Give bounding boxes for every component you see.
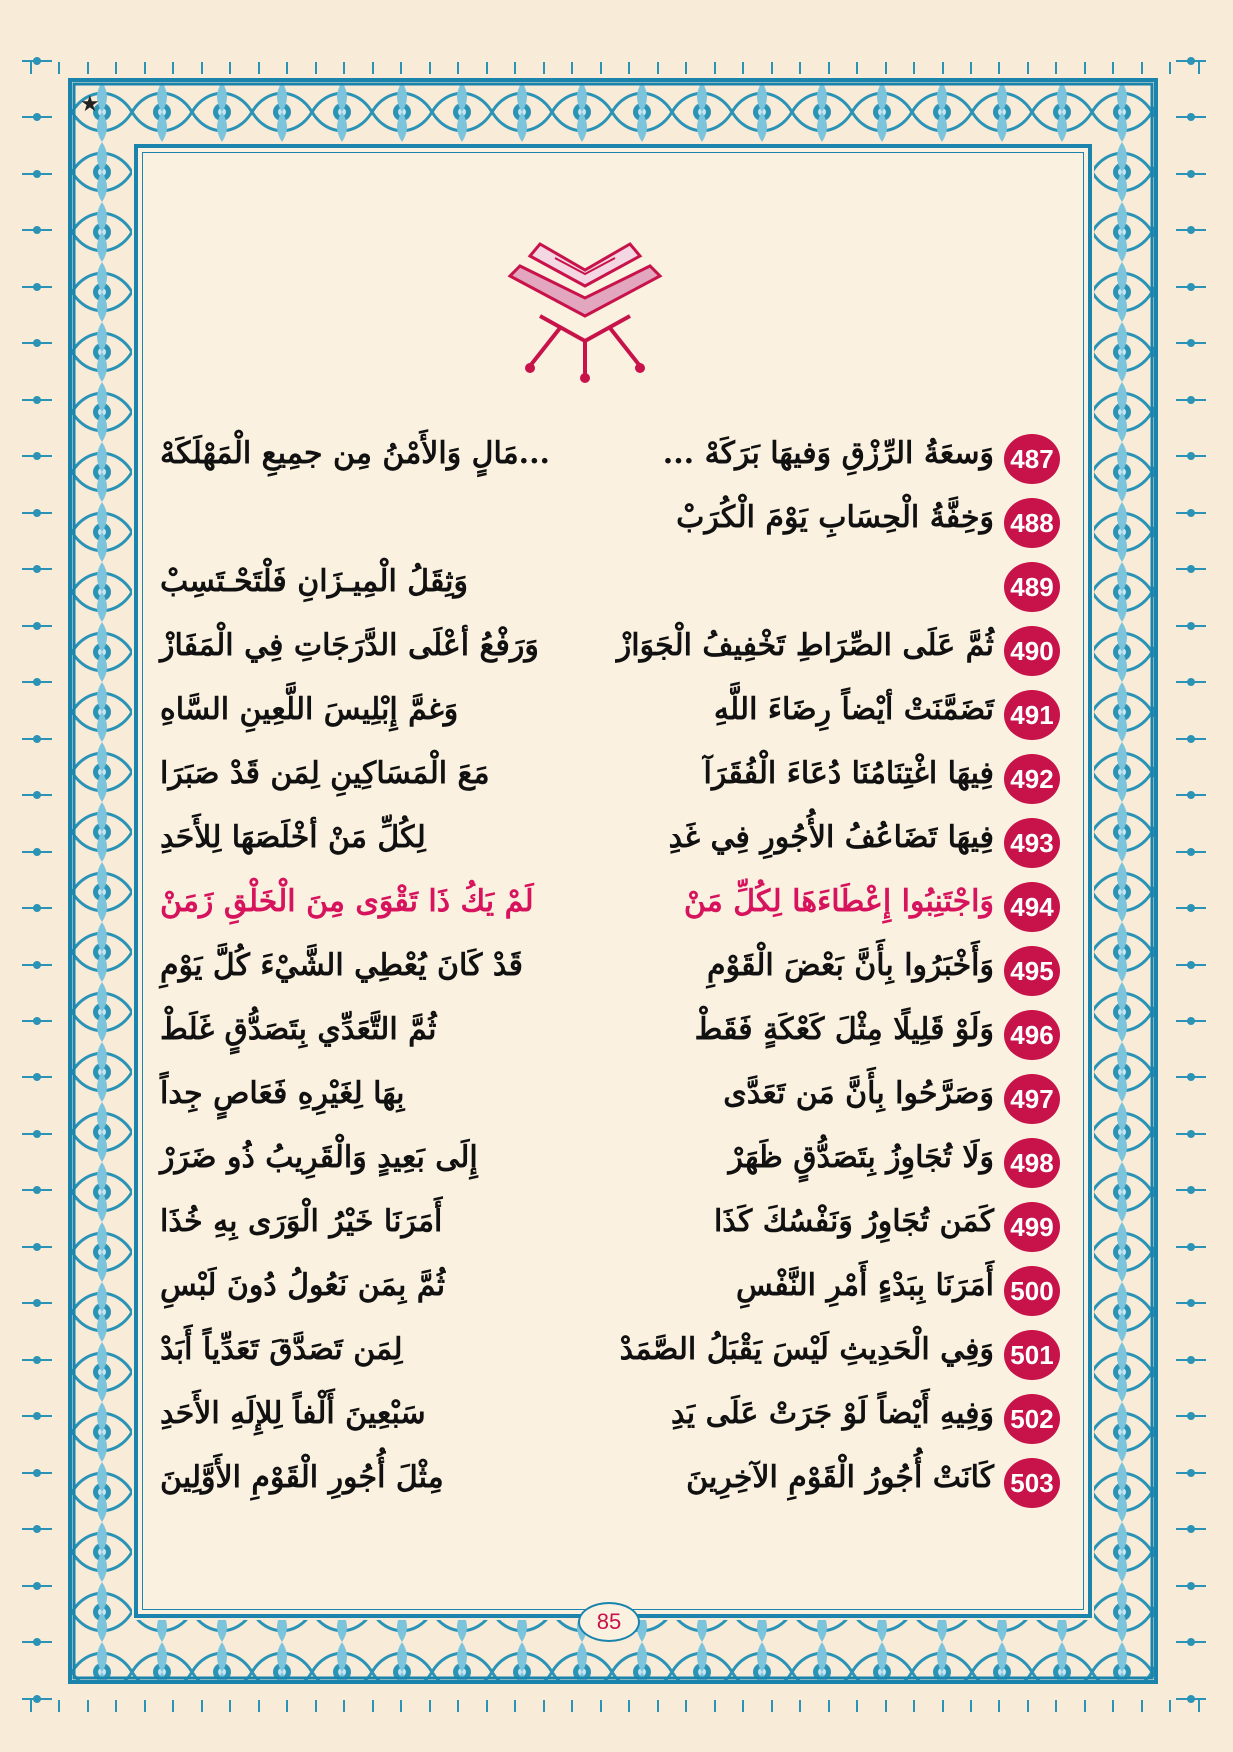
verse-row <box>160 690 1060 750</box>
verse-number-badge: 491 <box>1004 690 1060 740</box>
border-tick <box>372 62 374 74</box>
border-tick <box>1176 1698 1206 1700</box>
verse-first-hemistich: وَلَوْ قَلِيلًا مِثْلَ كَعْكَةٍ فَقَطْ <box>694 1012 994 1047</box>
border-tick <box>30 1700 32 1712</box>
border-tick <box>942 1700 944 1712</box>
border-tick <box>22 964 52 966</box>
border-tick <box>229 1700 231 1712</box>
border-tick <box>22 286 52 288</box>
border-tick <box>970 1700 972 1712</box>
verse-number-badge: 498 <box>1004 1138 1060 1188</box>
verse-first-hemistich: ثُمَّ عَلَى الصِّرَاطِ تَخْفِيفُ الْجَوَازْ <box>616 628 994 663</box>
verse-number-badge: 496 <box>1004 1010 1060 1060</box>
border-tick <box>201 62 203 74</box>
verse-first-hemistich: وَفِي الْحَدِيثِ لَيْسَ يَقْبَلُ الصَّمَدْ <box>619 1332 994 1367</box>
verse-second-hemistich: مَعَ الْمَسَاكِينِ لِمَن قَدْ صَبَرَا <box>160 756 490 791</box>
verse-first-hemistich: وَاجْتَنِبُوا إِعْطَاءَهَا لِكُلِّ مَنْ <box>683 884 994 919</box>
border-tick <box>22 794 52 796</box>
border-tick <box>856 1700 858 1712</box>
border-tick <box>543 1700 545 1712</box>
border-tick <box>22 1189 52 1191</box>
verse-row <box>160 754 1060 814</box>
verse-first-hemistich: وَسعَةُ الرِّزْقِ وَفيهَا بَرَكَهْ ... <box>662 436 994 471</box>
verse-second-hemistich: لِمَن تَصَدَّقَ تَعَدِّياً أَبَدْ <box>160 1332 403 1367</box>
border-tick <box>1176 116 1206 118</box>
border-tick <box>58 62 60 74</box>
border-tick <box>1176 1189 1206 1191</box>
border-tick <box>58 1700 60 1712</box>
verse-second-hemistich: وَرَفْعُ أعْلَى الدَّرَجَاتِ فِي الْمَفَازْ <box>160 628 539 663</box>
border-tick <box>571 1700 573 1712</box>
verse-second-hemistich: سَبْعِينَ أَلْفاً لِلإِلَهِ الأَحَدِ <box>160 1396 426 1431</box>
border-tick <box>172 62 174 74</box>
border-tick <box>828 62 830 74</box>
verse-row <box>160 1074 1060 1134</box>
border-tick <box>258 1700 260 1712</box>
verse-number-badge: 503 <box>1004 1458 1060 1508</box>
border-tick <box>22 1528 52 1530</box>
border-tick <box>1176 568 1206 570</box>
verse-second-hemistich: لَمْ يَكُ ذَا تَقْوَى مِنَ الْخَلْقِ زَمَنْ <box>160 884 534 919</box>
quran-stand-icon <box>500 236 670 386</box>
border-tick <box>714 1700 716 1712</box>
border-tick <box>22 60 52 62</box>
border-tick <box>885 1700 887 1712</box>
verse-second-hemistich: مِثْلَ أُجُورِ الْقَوْمِ الأَوَّلِينَ <box>160 1460 444 1495</box>
verse-row <box>160 946 1060 1006</box>
verse-first-hemistich: وَصَرَّحُوا بِأَنَّ مَن تَعَدَّى <box>723 1076 994 1111</box>
verse-number-badge: 487 <box>1004 434 1060 484</box>
border-tick <box>1176 286 1206 288</box>
verse-row <box>160 498 1060 558</box>
verse-first-hemistich: تَضَمَّنَتْ أيْضاً رِضَاءَ اللَّهِ <box>713 692 994 727</box>
verse-second-hemistich: قَدْ كَانَ يُعْطِي الشَّيْءَ كُلَّ يَوْمِ <box>160 948 523 983</box>
border-tick <box>1176 1472 1206 1474</box>
border-tick <box>1027 62 1029 74</box>
border-tick <box>22 399 52 401</box>
border-tick <box>1176 1020 1206 1022</box>
verse-second-hemistich: إِلَى بَعِيدٍ وَالْقَرِيبُ ذُو ضَرَرْ <box>160 1140 478 1175</box>
verse-number-badge: 502 <box>1004 1394 1060 1444</box>
border-tick <box>1027 1700 1029 1712</box>
border-tick <box>771 62 773 74</box>
border-tick <box>1169 62 1171 74</box>
border-tick <box>1176 964 1206 966</box>
border-tick <box>771 1700 773 1712</box>
border-tick <box>1112 1700 1114 1712</box>
verse-second-hemistich: وَثِقَلُ الْمِيـزَانِ فَلْتَحْـتَسِبْ <box>160 564 468 599</box>
verse-number-badge: 495 <box>1004 946 1060 996</box>
verse-second-hemistich: أَمَرَنَا خَيْرُ الْوَرَى بِهِ خُذَا <box>160 1204 443 1239</box>
border-tick <box>714 62 716 74</box>
verse-first-hemistich: وَلَا تُجَاوِزُ بِتَصَدُّقٍ ظَهَرْ <box>728 1140 994 1175</box>
border-tick <box>1176 1246 1206 1248</box>
verse-first-hemistich: وَفِيهِ أَيْضاً لَوْ جَرَتْ عَلَى يَدِ <box>671 1396 994 1431</box>
border-tick <box>201 1700 203 1712</box>
border-tick <box>685 1700 687 1712</box>
verse-second-hemistich: ثُمَّ بِمَن نَعُولُ دُونَ لَبْسِ <box>160 1268 446 1303</box>
verse-row <box>160 1202 1060 1262</box>
border-tick <box>22 1415 52 1417</box>
border-tick <box>22 173 52 175</box>
border-tick <box>372 1700 374 1712</box>
border-tick <box>22 625 52 627</box>
verse-row <box>160 882 1060 942</box>
verse-row <box>160 434 1060 494</box>
border-tick <box>286 62 288 74</box>
border-tick <box>457 1700 459 1712</box>
border-tick <box>970 62 972 74</box>
verse-first-hemistich: فِيهَا تَضَاعُفُ الأُجُورِ فِي غَدِ <box>668 820 994 855</box>
border-tick <box>514 1700 516 1712</box>
verse-first-hemistich: فِيهَا اغْتِنَامُنَا دُعَاءَ الْفُقَرَآ <box>703 756 994 791</box>
verse-row <box>160 818 1060 878</box>
border-tick <box>998 1700 1000 1712</box>
border-tick <box>1176 1076 1206 1078</box>
border-tick <box>1055 1700 1057 1712</box>
border-tick <box>1176 1302 1206 1304</box>
verse-row <box>160 1138 1060 1198</box>
border-tick <box>22 1698 52 1700</box>
border-tick <box>1141 1700 1143 1712</box>
border-tick <box>22 342 52 344</box>
border-tick <box>22 1472 52 1474</box>
border-tick <box>1112 62 1114 74</box>
border-tick <box>1176 1641 1206 1643</box>
border-tick <box>799 1700 801 1712</box>
border-tick <box>486 62 488 74</box>
border-tick <box>172 1700 174 1712</box>
border-tick <box>885 62 887 74</box>
border-tick <box>22 907 52 909</box>
border-tick <box>286 1700 288 1712</box>
border-tick <box>22 1246 52 1248</box>
border-tick <box>1169 1700 1171 1712</box>
border-tick <box>942 62 944 74</box>
border-tick <box>1176 1359 1206 1361</box>
border-tick <box>1084 62 1086 74</box>
border-tick <box>144 62 146 74</box>
verse-first-hemistich: وَخِفَّةُ الْحِسَابِ يَوْمَ الْكُرَبْ <box>676 500 994 535</box>
verse-row <box>160 1458 1060 1518</box>
border-tick <box>742 62 744 74</box>
border-tick <box>657 1700 659 1712</box>
border-tick <box>22 455 52 457</box>
verse-number-badge: 492 <box>1004 754 1060 804</box>
verse-row <box>160 562 1060 622</box>
border-tick <box>22 116 52 118</box>
border-tick <box>22 1076 52 1078</box>
verse-second-hemistich: وَغمَّ إِبْلِيسَ اللَّعِينِ السَّاهِ <box>160 692 459 727</box>
border-tick <box>87 62 89 74</box>
border-tick <box>1176 342 1206 344</box>
border-tick <box>1176 399 1206 401</box>
verse-number-badge: 501 <box>1004 1330 1060 1380</box>
border-tick <box>22 851 52 853</box>
border-tick <box>998 62 1000 74</box>
verse-number-badge: 488 <box>1004 498 1060 548</box>
verse-first-hemistich: كَمَن تُجَاوِرُ وَنَفْسُكَ كَذَا <box>713 1204 994 1239</box>
border-tick <box>657 62 659 74</box>
border-tick <box>486 1700 488 1712</box>
border-tick <box>144 1700 146 1712</box>
border-tick <box>22 568 52 570</box>
verse-row <box>160 1010 1060 1070</box>
border-tick <box>22 1641 52 1643</box>
verse-number-badge: 490 <box>1004 626 1060 676</box>
border-tick <box>1176 625 1206 627</box>
border-tick <box>457 62 459 74</box>
left-tick-border <box>22 60 52 1700</box>
verse-second-hemistich: ...مَالٍ وَالأَمْنُ مِن جمِيعِ الْمَهْلَكَهْ <box>160 436 550 471</box>
border-tick <box>1176 1528 1206 1530</box>
border-tick <box>600 62 602 74</box>
border-tick <box>258 62 260 74</box>
border-tick <box>115 62 117 74</box>
verse-number-badge: 493 <box>1004 818 1060 868</box>
border-tick <box>1176 229 1206 231</box>
border-tick <box>22 512 52 514</box>
border-tick <box>514 62 516 74</box>
border-tick <box>1176 738 1206 740</box>
border-tick <box>628 1700 630 1712</box>
top-tick-border <box>30 62 1200 74</box>
border-tick <box>1084 1700 1086 1712</box>
verse-number-badge: 494 <box>1004 882 1060 932</box>
border-tick <box>828 1700 830 1712</box>
border-tick <box>1176 60 1206 62</box>
border-tick <box>913 62 915 74</box>
border-tick <box>22 1585 52 1587</box>
border-tick <box>856 62 858 74</box>
border-tick <box>1176 512 1206 514</box>
verse-first-hemistich: وَأَخْبَرُوا بِأَنَّ بَعْضَ الْقَوْمِ <box>707 948 994 983</box>
border-tick <box>742 1700 744 1712</box>
border-tick <box>315 62 317 74</box>
border-tick <box>1198 1700 1200 1712</box>
bottom-tick-border <box>30 1700 1200 1712</box>
verse-number-badge: 500 <box>1004 1266 1060 1316</box>
border-tick <box>799 62 801 74</box>
border-tick <box>543 62 545 74</box>
border-tick <box>600 1700 602 1712</box>
border-tick <box>229 62 231 74</box>
border-tick <box>343 62 345 74</box>
border-tick <box>315 1700 317 1712</box>
border-tick <box>87 1700 89 1712</box>
verse-row <box>160 1394 1060 1454</box>
verse-second-hemistich: بِهَا لِغَيْرِهِ فَعَاصٍ جِداً <box>160 1076 405 1111</box>
verse-number-badge: 499 <box>1004 1202 1060 1252</box>
border-tick <box>1176 1585 1206 1587</box>
verse-first-hemistich: كَانَتْ أُجُورُ الْقَوْمِ الآخِرِينَ <box>686 1460 994 1495</box>
border-tick <box>429 62 431 74</box>
verse-second-hemistich: لِكُلِّ مَنْ أخْلَصَهَا لِلأَحَدِ <box>160 820 426 855</box>
border-tick <box>1176 455 1206 457</box>
verse-row <box>160 1330 1060 1390</box>
border-tick <box>400 1700 402 1712</box>
right-tick-border <box>1176 60 1206 1700</box>
border-tick <box>22 1133 52 1135</box>
verse-number-badge: 497 <box>1004 1074 1060 1124</box>
verse-first-hemistich: أَمَرَنَا بِبَدْءٍ أَمْرِ النَّفْسِ <box>736 1268 994 1303</box>
border-tick <box>1176 1133 1206 1135</box>
border-tick <box>1176 851 1206 853</box>
border-tick <box>1141 62 1143 74</box>
border-tick <box>22 738 52 740</box>
border-tick <box>115 1700 117 1712</box>
verse-row <box>160 1266 1060 1326</box>
verse-number-badge: 489 <box>1004 562 1060 612</box>
border-tick <box>1176 794 1206 796</box>
border-tick <box>343 1700 345 1712</box>
border-tick <box>22 1020 52 1022</box>
border-tick <box>571 62 573 74</box>
border-tick <box>1176 173 1206 175</box>
page-number: 85 <box>578 1602 640 1642</box>
border-tick <box>913 1700 915 1712</box>
border-tick <box>22 229 52 231</box>
border-tick <box>685 62 687 74</box>
border-tick <box>22 1359 52 1361</box>
border-tick <box>429 1700 431 1712</box>
verse-second-hemistich: ثُمَّ التَّعَدِّي بِتَصَدُّقٍ غَلَطْ <box>160 1012 437 1047</box>
border-tick <box>1176 1415 1206 1417</box>
verse-row <box>160 626 1060 686</box>
border-tick <box>1176 681 1206 683</box>
border-tick <box>400 62 402 74</box>
border-tick <box>22 1302 52 1304</box>
border-tick <box>628 62 630 74</box>
border-tick <box>1176 907 1206 909</box>
corner-star-icon: ★ <box>80 92 100 117</box>
border-tick <box>22 681 52 683</box>
border-tick <box>1055 62 1057 74</box>
